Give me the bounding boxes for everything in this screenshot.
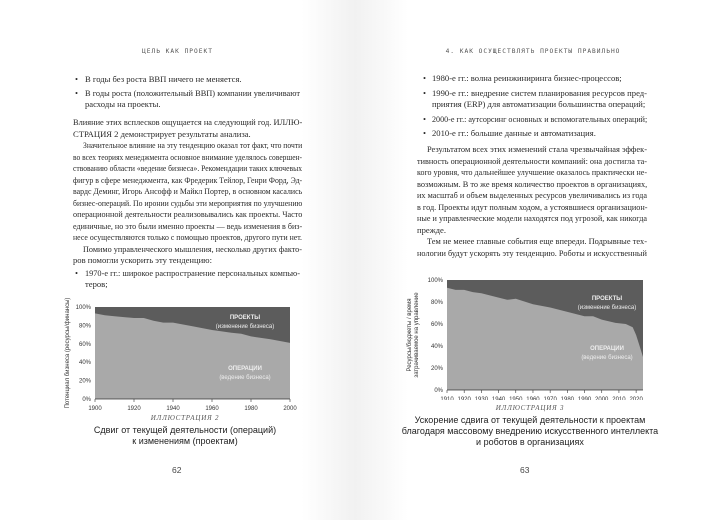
figure-caption xyxy=(60,425,310,447)
y-axis-label: затрачиваемое на управление xyxy=(414,292,420,378)
x-tick-label: 2000 xyxy=(595,397,609,400)
text-line: ные и управленческие модели находятся под угрозой, как никогда xyxy=(417,213,647,223)
bullet-icon: • xyxy=(423,73,427,83)
text-line: возможным. В то же время количество проектов в организациях, xyxy=(417,178,648,189)
text-line: Результатом всех этих изменений стала чрезвычайная эффек- xyxy=(427,144,647,154)
x-tick-label: 1990 xyxy=(577,397,592,400)
text-line: ров помогли ускорить эту тенденцию: xyxy=(73,255,212,265)
bullet-icon: • xyxy=(423,113,427,124)
text-line: теров; xyxy=(85,279,108,289)
series-label-projects: ПРОЕКТЫ xyxy=(591,296,623,302)
x-tick-label: 2020 xyxy=(629,397,643,400)
x-tick-label: 1940 xyxy=(491,397,506,400)
text-line: СТРАЦИЯ 2 демонстрирует результаты анализа. xyxy=(73,128,251,139)
y-tick-label: 60% xyxy=(78,341,91,348)
y-tick-label: 0% xyxy=(434,388,443,394)
x-tick-label: 1910 xyxy=(440,397,454,400)
figure-label: ИЛЛЮСТРАЦИЯ 2 xyxy=(150,414,220,422)
page-number: 62 xyxy=(172,465,182,475)
text-line: вардс Деминг, Игорь Ансофф и Майкл Портер, в основном касались xyxy=(73,186,303,196)
y-tick-label: 100% xyxy=(75,305,91,311)
x-tick-label: 2000 xyxy=(283,406,297,411)
bullet-icon: • xyxy=(423,128,427,138)
bullet-icon: • xyxy=(75,267,79,278)
bullet-icon: • xyxy=(423,87,427,98)
y-tick-label: 80% xyxy=(78,323,91,330)
series-sublabel-projects: (изменение бизнеса) xyxy=(215,324,275,330)
text-line: 1970-е гг.: широкое распространение персональных компью- xyxy=(85,267,300,278)
text-line: Влияние этих всплесков ощущается на следующий год. ИЛЛЮ- xyxy=(73,117,303,127)
text-line: бизнес-операций. По иронии судьбы эти мероприятия по улучшению xyxy=(73,197,303,208)
series-sublabel-operations: (ведение бизнеса) xyxy=(219,375,271,381)
caption-line: благодаря массовому внедрению искусственного интеллекта xyxy=(401,426,659,436)
text-line: 2000-е гг.: аутсорсинг основных и вспомогательных операций; xyxy=(432,113,648,124)
bullet-icon: • xyxy=(75,87,79,98)
text-line: 1990-е гг.: внедрение систем планирования ресурсов пред- xyxy=(432,87,647,98)
text-line: единичные, но это были именно проекты — ведь изменения в биз- xyxy=(73,220,303,231)
y-tick-label: 40% xyxy=(78,360,91,367)
text-line: кого уровня, что дальнейшее улучшение оказалось практически не- xyxy=(417,167,647,177)
running-header: 4. КАК ОСУЩЕСТВЛЯТЬ ПРОЕКТЫ ПРАВИЛЬНО xyxy=(445,48,621,55)
page-number: 63 xyxy=(520,465,530,475)
text-line: приятия (ERP) для автоматизации большинства операций; xyxy=(432,99,646,109)
text-line: прежде. xyxy=(417,224,446,235)
y-tick-label: 60% xyxy=(430,322,443,328)
text-line: во всех теориях менеджмента основное внимание уделялось совершен- xyxy=(73,151,303,162)
text-line: расходы на проекты. xyxy=(85,99,161,109)
x-tick-label: 1920 xyxy=(457,397,471,400)
x-tick-label: 1950 xyxy=(509,397,523,400)
text-line: В годы роста (положительный ВВП) компании увеличивают xyxy=(85,87,300,98)
x-tick-label: 1900 xyxy=(88,406,102,411)
x-tick-label: 1940 xyxy=(166,406,180,411)
figure-caption xyxy=(395,415,665,448)
series-sublabel-operations: (ведение бизнеса) xyxy=(581,355,633,361)
y-tick-label: 80% xyxy=(430,300,443,306)
y-axis-label: Ресурсы/бюджеты / время xyxy=(407,298,413,372)
x-tick-label: 1920 xyxy=(127,406,141,411)
x-tick-label: 1980 xyxy=(244,406,258,411)
series-sublabel-projects: (изменение бизнеса) xyxy=(577,305,637,311)
figure-label: ИЛЛЮСТРАЦИЯ 3 xyxy=(495,404,565,412)
caption-line: Сдвиг от текущей деятельности (операций) xyxy=(93,425,277,435)
bullet-icon: • xyxy=(75,74,79,84)
chart-illustration-3 xyxy=(395,270,665,400)
y-tick-label: 40% xyxy=(430,344,443,350)
text-line: Значительное влияние на эту тенденцию оказал тот факт, что почти xyxy=(83,140,303,150)
x-tick-label: 1960 xyxy=(526,397,540,400)
text-line: В годы без роста ВВП ничего не меняется. xyxy=(85,74,242,84)
text-line: Тем не менее главные события еще впереди. Подрывные тех- xyxy=(427,236,647,246)
text-line: тивность операционной деятельности компаний: она достигла та- xyxy=(417,155,647,166)
text-line: несе осуществляются только с помощью проектов, другого пути нет. xyxy=(73,232,303,242)
text-line: в год. Проекты идут полным ходом, а устоявшиеся организацион- xyxy=(417,201,648,212)
series-label-operations: ОПЕРАЦИИ xyxy=(590,346,624,352)
x-tick-label: 2010 xyxy=(612,397,626,400)
y-axis-label: Потенциал бизнеса (ресурсы/финансы) xyxy=(65,297,71,409)
text-line: ствованию области «ведение бизнеса». Рекомендации таких ключевых xyxy=(73,163,302,173)
text-line: Помимо управленческого мышления, несколько других факто- xyxy=(83,243,302,254)
caption-line: Ускорение сдвига от текущей деятельности к проектам xyxy=(414,415,646,425)
text-line: фигур в сфере менеджмента, как Фредерик Тейлор, Генри Форд, Эд- xyxy=(73,174,303,185)
y-tick-label: 0% xyxy=(82,397,91,403)
x-tick-label: 1930 xyxy=(474,397,489,400)
text-line: 2010-е гг.: большие данные и автоматизация. xyxy=(432,128,596,138)
y-tick-label: 100% xyxy=(427,278,443,284)
caption-line: к изменениям (проектам) xyxy=(132,436,238,446)
x-tick-label: 1970 xyxy=(543,397,557,400)
y-tick-label: 20% xyxy=(430,366,443,372)
caption-line: и роботов в организациях xyxy=(476,437,584,447)
text-line: их масштаб и объем выделенных ресурсов увеличивались из года xyxy=(417,190,647,200)
x-tick-label: 1960 xyxy=(205,406,219,411)
y-tick-label: 20% xyxy=(78,378,91,385)
chart-illustration-2 xyxy=(60,296,310,411)
running-header: ЦЕЛЬ КАК ПРОЕКТ xyxy=(142,48,213,55)
series-label-projects: ПРОЕКТЫ xyxy=(229,315,261,321)
series-label-operations: ОПЕРАЦИИ xyxy=(228,366,262,372)
text-line: 1980-е гг.: волна реинжиниринга бизнес-процессов; xyxy=(432,73,622,83)
x-tick-label: 1980 xyxy=(560,397,575,400)
text-line: нологии будут ускорять эту тенденцию. Роботы и искусственный xyxy=(417,247,647,258)
text-line: операционной деятельности реализовывались как проекты. Часто xyxy=(73,209,303,219)
